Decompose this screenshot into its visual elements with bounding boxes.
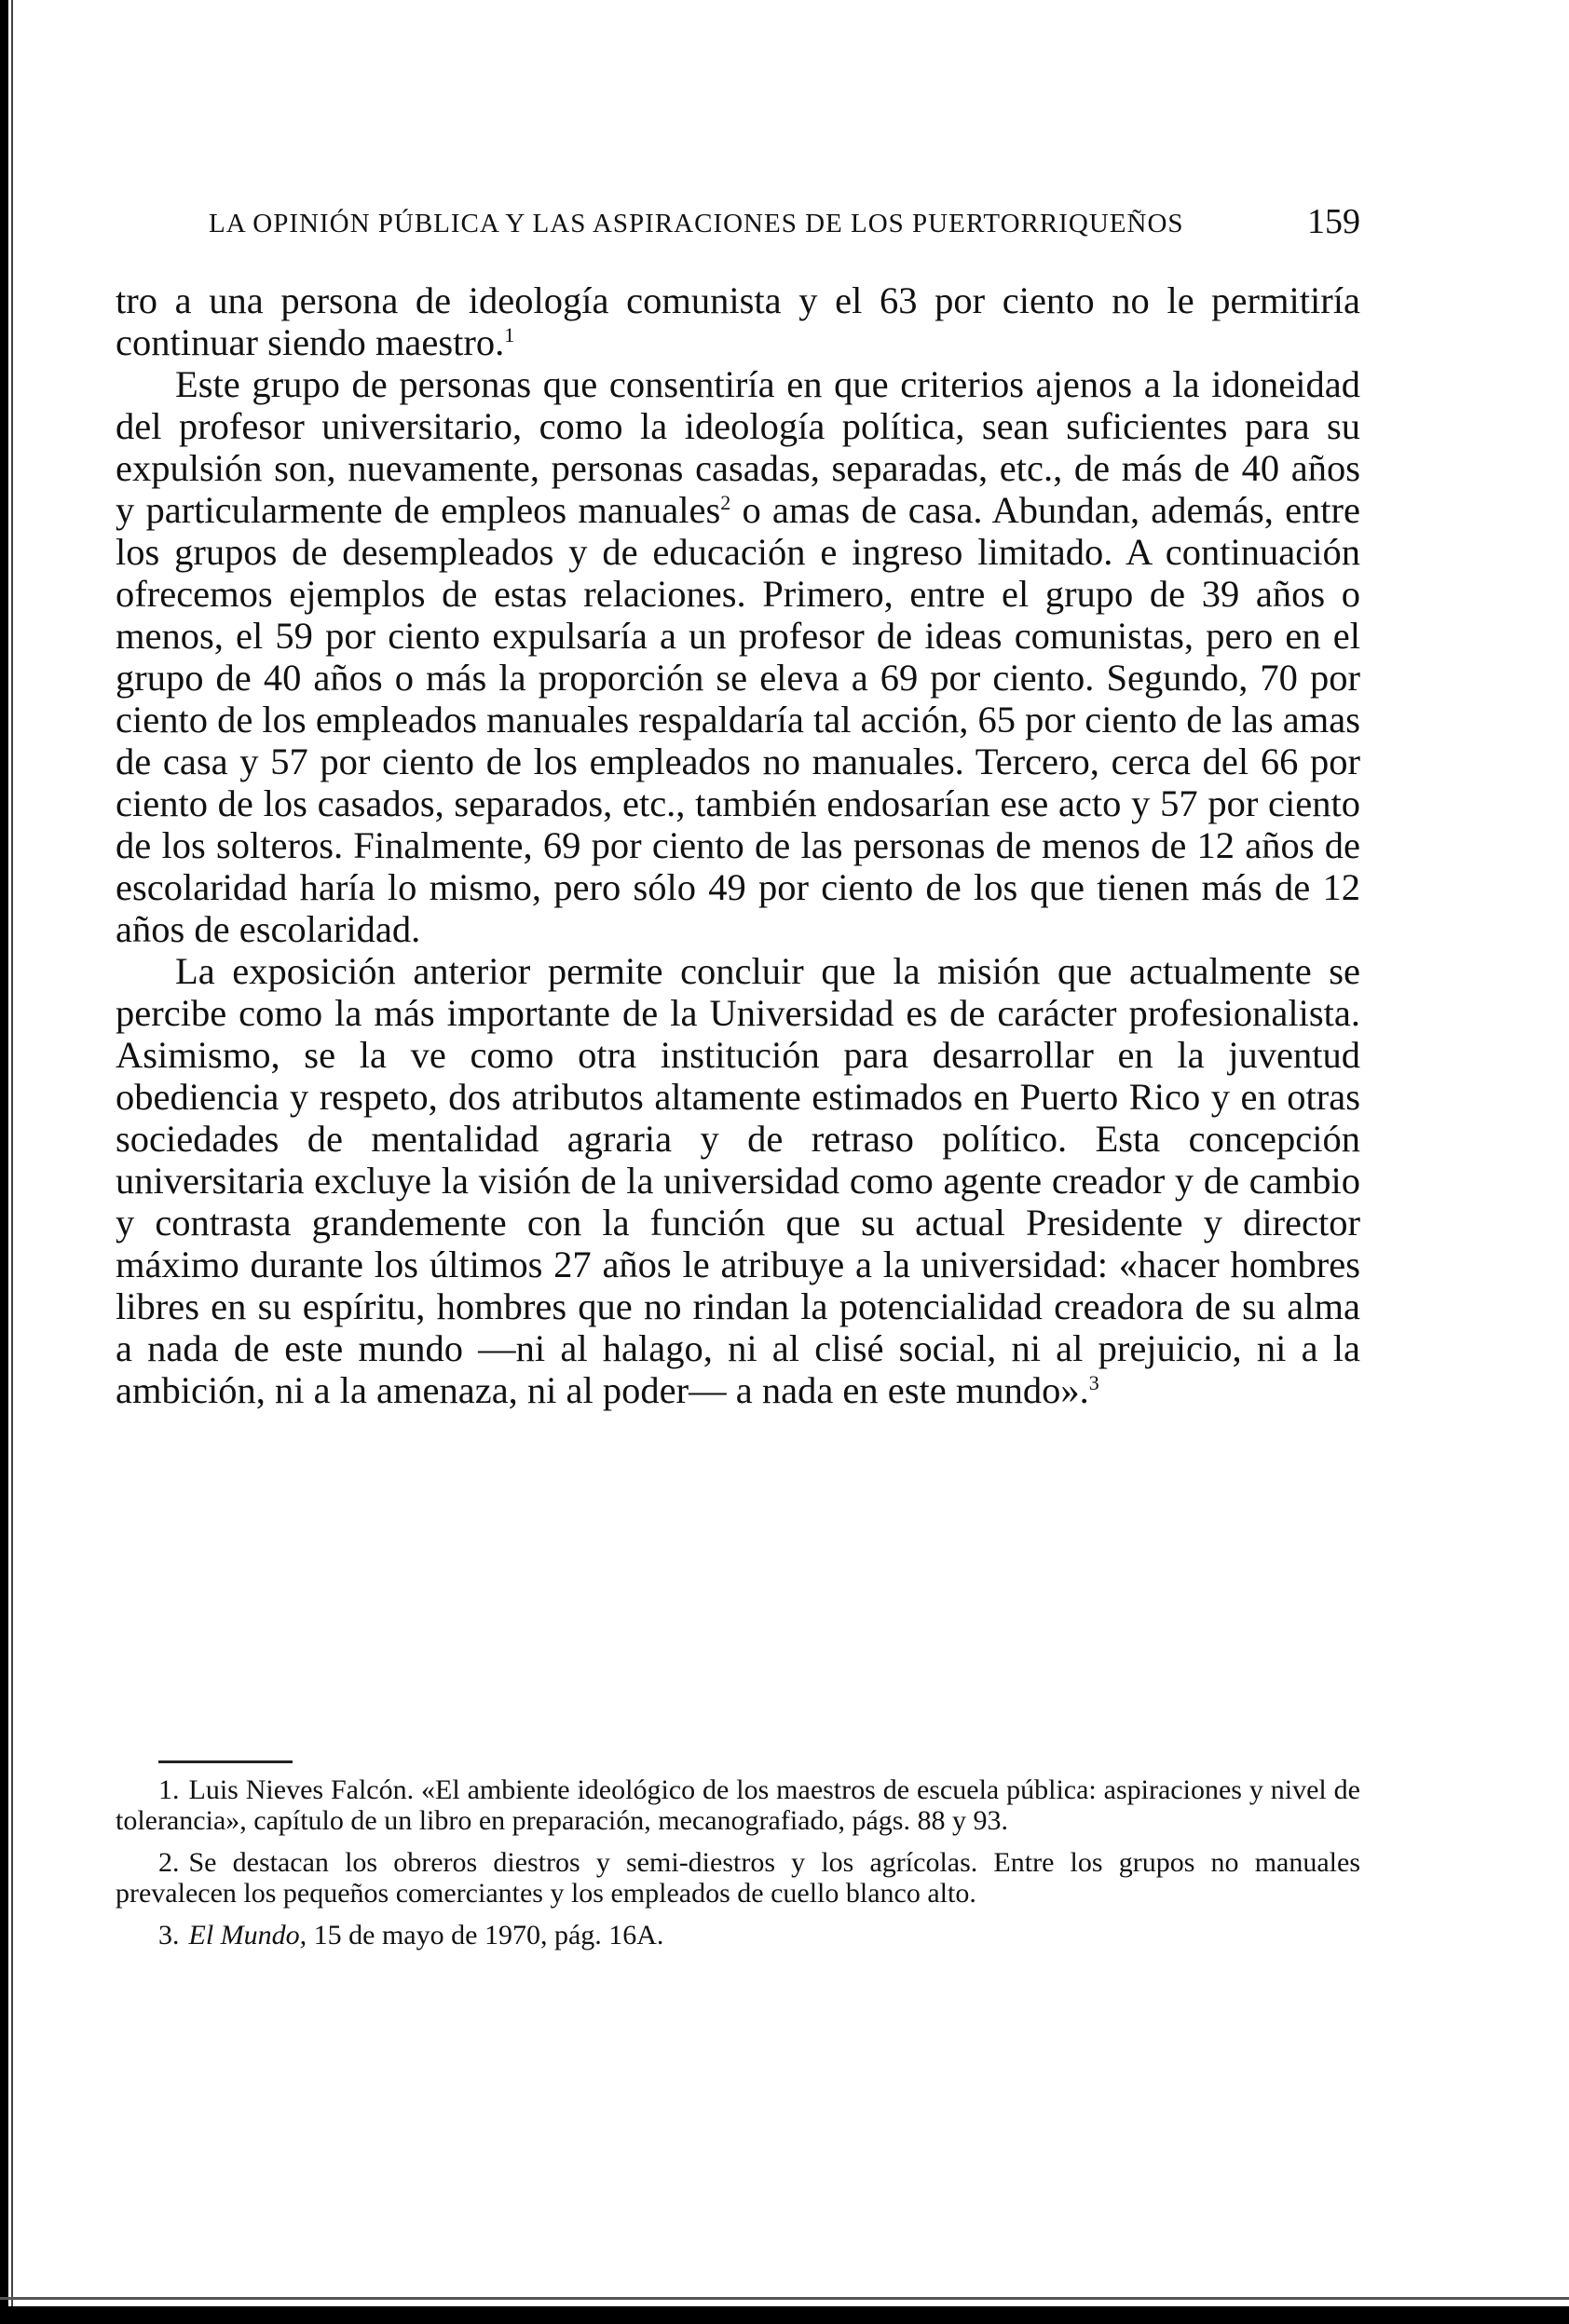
footnote-1-number: 1. — [158, 1774, 180, 1805]
paragraph-2-text-b: o amas de casa. Abundan, además, entre los grupos de desempleados y de educación e ingreso limitado. A continuación ofrecemos ejemplos de estas relaciones. Primero, entre el grupo de 39 años o menos, el 59 por ciento expulsaría a un profesor de ideas comunistas, pero en el grupo de 40 años o más la proporción se eleva a 69 por ciento. Segundo, 70 por ciento de los empleados manuales respaldaría tal acción, 65 por ciento de las amas de casa y 57 por ciento de los empleados no manuales. Tercero, cerca del 66 por ciento de los casados, separados, etc., también endosarían ese acto y 57 por ciento de los solteros. Finalmente, 69 por ciento de las personas de menos de 12 años de escolaridad haría lo mismo, pero sólo 49 por ciento de los que tienen más de 12 años de escolaridad. — [116, 489, 1361, 950]
footnote-3 — [116, 1920, 1360, 1950]
scan-left-edge-line — [11, 0, 13, 2324]
scan-left-border — [0, 0, 8, 2324]
paragraph-1-text: tro a una persona de ideología comunista y el 63 por ciento no le permitiría continuar siendo maestro. — [116, 279, 1360, 363]
scan-bottom-border — [0, 2306, 1569, 2324]
scan-bottom-edge-line — [0, 2297, 1569, 2300]
paragraph-2-text-a: Este grupo de personas que consentiría en que criterios ajenos a la idoneidad del profesor universitario, como la ideología política, sean suficientes para su expulsión son, nuevamente, personas casadas, separadas, etc., de más de 40 años y particularmente de empleos manuales — [116, 363, 1360, 531]
footnote-2-text: Se destacan los obreros diestros y semi-diestros y los agrícolas. Entre los grupos no manuales prevalecen los pequeños comerciantes y los empleados de cuello blanco alto. — [116, 1847, 1360, 1909]
paragraph-2 — [116, 363, 1360, 950]
footnote-3-number: 3. — [158, 1920, 180, 1950]
paragraph-3 — [116, 950, 1360, 1411]
footnote-ref-3: 3 — [1088, 1371, 1099, 1394]
footnote-ref-2: 2 — [720, 491, 731, 514]
footnote-ref-1: 1 — [504, 323, 515, 347]
paragraph-3-text: La exposición anterior permite concluir que la misión que actualmente se percibe como la más importante de la Universidad es de carácter profesionalista. Asimismo, se la ve como otra institución para desarrollar en la juventud obediencia y respeto, dos atributos altamente estimados en Puerto Rico y en otras sociedades de mentalidad agraria y de retraso político. Esta concepción universitaria excluye la visión de la universidad como agente creador y de cambio y contrasta grandemente con la función que su actual Presidente y director máximo durante los últimos 27 años le atribuye a la universidad: «hacer hombres libres en su espíritu, hombres que no rindan la potencialidad creadora de su alma a nada de este mundo —ni al halago, ni al clisé social, ni al prejuicio, ni a la ambición, ni a la amenaza, ni al poder— a nada en este mundo». — [116, 950, 1360, 1411]
running-title: LA OPINIÓN PÚBLICA Y LAS ASPIRACIONES DE LOS PUERTORRIQUEÑOS — [209, 209, 1184, 238]
footnote-1-text: Luis Nieves Falcón. «El ambiente ideológico de los maestros de escuela pública: aspiraciones y nivel de tolerancia», capítulo de un libro en preparación, mecanografiado, págs. 88 y 93. — [116, 1774, 1360, 1836]
footnote-separator — [158, 1760, 293, 1763]
footnotes — [116, 1774, 1360, 1962]
footnote-3-source-title: El Mundo, — [188, 1920, 307, 1950]
footnote-2-number: 2. — [158, 1847, 180, 1878]
paragraph-1 — [116, 279, 1360, 363]
footnote-1 — [116, 1774, 1360, 1836]
page-number: 159 — [1307, 202, 1360, 241]
page-header — [116, 196, 1360, 251]
footnote-3-text: 15 de mayo de 1970, pág. 16A. — [307, 1920, 664, 1950]
footnote-2 — [116, 1847, 1360, 1909]
main-text — [116, 279, 1360, 1411]
